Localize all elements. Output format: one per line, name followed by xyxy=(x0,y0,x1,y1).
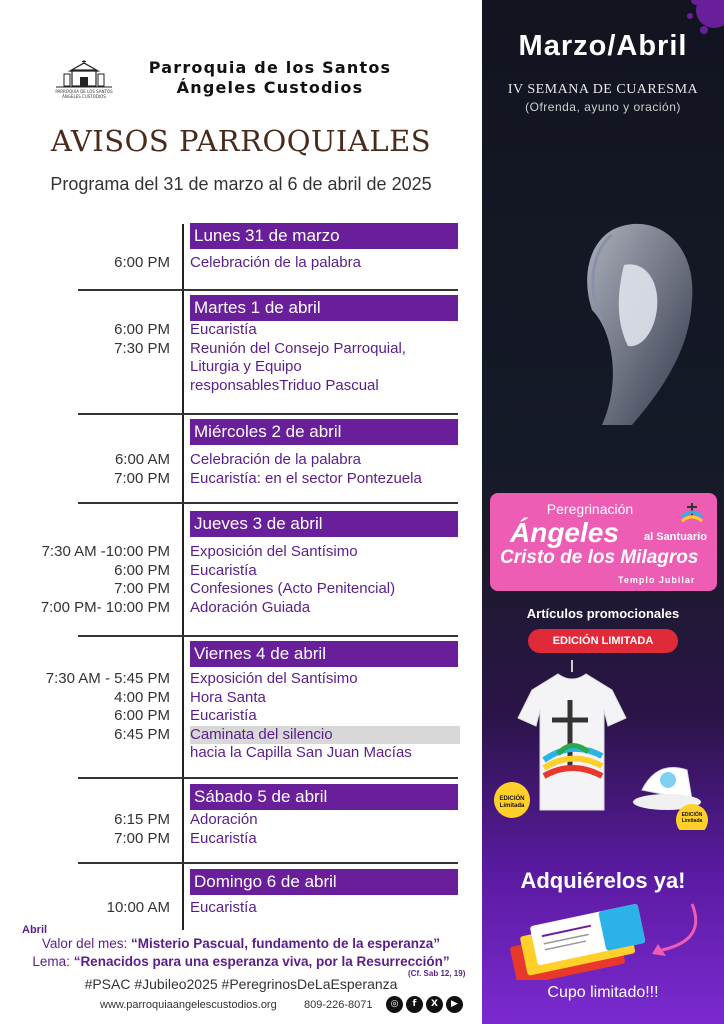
page-title: AVISOS PARROQUIALES xyxy=(50,124,432,158)
website-link[interactable]: www.parroquiaangelescustodios.org xyxy=(100,999,277,1011)
promo-title: Artículos promocionales xyxy=(526,606,680,621)
citation: (Cf. Sab 12, 19) xyxy=(408,969,466,978)
day-times-domingo: 10:00 AM xyxy=(106,899,170,916)
day-header-sabado: Sábado 5 de abril xyxy=(190,784,458,810)
tickets-image[interactable] xyxy=(502,900,712,980)
day-separator xyxy=(78,862,458,864)
logo-caption: PARROQUIA DE LOS SANTOS ÁNGELES CUSTODIOS xyxy=(55,89,113,99)
limited-edition-badge: EDICIÓN LIMITADA xyxy=(528,629,678,653)
day-events-sabado: Adoración Eucaristía xyxy=(190,811,258,847)
cta-heading: Adquiérelos ya! xyxy=(520,868,686,893)
day-times-jueves: 7:30 AM -10:00 PM 6:00 PM 7:00 PM 7:00 PM- 10:00 PM xyxy=(40,543,170,616)
edition-badge-shirt: EDICIÓN Limitada xyxy=(499,796,525,809)
timeline-divider xyxy=(182,224,184,930)
parish-name: Parroquia de los Santos Ángeles Custodios xyxy=(148,58,392,97)
banner-title: Peregrinación xyxy=(546,501,634,517)
merchandise-image xyxy=(492,660,714,830)
facebook-icon[interactable]: f xyxy=(406,996,423,1013)
day-separator xyxy=(78,502,458,504)
limited-spots-text: Cupo limitado!!! xyxy=(547,984,659,1001)
day-events-domingo: Eucaristía xyxy=(190,899,257,916)
pilgrimage-banner[interactable] xyxy=(490,493,717,591)
banner-templo: Templo Jubilar xyxy=(618,575,696,585)
x-icon[interactable]: X xyxy=(426,996,443,1013)
day-events-viernes: Exposición del Santísimo Hora Santa Eucaristía Caminata del silencio hacia la Capilla San Juan Macías xyxy=(190,670,480,763)
lent-week: IV SEMANA DE CUARESMA xyxy=(507,82,699,97)
day-separator xyxy=(78,289,458,291)
jubilee-logo-icon xyxy=(678,501,706,527)
motto: Lema: “Renacidos para una esperanza viva, por la Resurrección” xyxy=(32,954,450,969)
day-events-lunes: Celebración de la palabra xyxy=(190,254,361,271)
church-icon xyxy=(52,60,116,90)
social-icons xyxy=(386,996,463,1013)
phone-number: 809-226-8071 xyxy=(304,999,373,1011)
day-times-martes: 6:00 PM 7:30 PM xyxy=(114,321,170,357)
value-of-month: Valor del mes: “Misterio Pascual, fundamento de la esperanza” xyxy=(41,936,441,951)
day-separator xyxy=(78,777,458,779)
edition-badge-cap: EDICIÓN Limitada xyxy=(681,812,703,824)
day-times-sabado: 6:15 PM 7:00 PM xyxy=(114,811,170,847)
banner-angeles: Ángeles xyxy=(510,517,619,548)
day-times-miercoles: 6:00 AM 7:00 PM xyxy=(114,451,170,487)
highlighted-event: Caminata del silencio xyxy=(190,726,460,745)
day-separator xyxy=(78,635,458,637)
day-header-jueves: Jueves 3 de abril xyxy=(190,511,458,537)
hashtags: #PSAC #Jubileo2025 #PeregrinosDeLaEsperanza xyxy=(84,976,398,992)
day-events-martes: Eucaristía Reunión del Consejo Parroquial, Liturgia y Equipo responsablesTriduo Pascual xyxy=(190,321,406,394)
program-dates: Programa del 31 de marzo al 6 de abril de 2025 xyxy=(50,174,432,194)
banner-cristo: Cristo de los Milagros xyxy=(500,547,699,568)
parish-logo xyxy=(52,60,116,102)
banner-santuario: al Santuario xyxy=(644,531,707,543)
day-header-lunes: Lunes 31 de marzo xyxy=(190,223,458,249)
month-label: Abril xyxy=(22,924,48,936)
day-times-lunes: 6:00 PM xyxy=(114,254,170,271)
day-events-jueves: Exposición del Santísimo Eucaristía Confesiones (Acto Penitencial) Adoración Guiada xyxy=(190,543,396,616)
day-events-miercoles: Celebración de la palabra Eucaristía: en el sector Pontezuela xyxy=(190,451,422,487)
month-title: Marzo/Abril xyxy=(518,30,688,62)
day-separator xyxy=(78,413,458,415)
day-header-domingo: Domingo 6 de abril xyxy=(190,869,458,895)
sidebar xyxy=(482,0,724,1024)
virgin-mary-image xyxy=(552,210,702,430)
day-header-viernes: Viernes 4 de abril xyxy=(190,641,458,667)
day-header-miercoles: Miércoles 2 de abril xyxy=(190,419,458,445)
contact-row xyxy=(100,996,480,1016)
day-times-viernes: 7:30 AM - 5:45 PM 4:00 PM 6:00 PM 6:45 PM xyxy=(45,670,170,743)
lent-week-subtitle: (Ofrenda, ayuno y oración) xyxy=(525,100,681,114)
day-header-martes: Martes 1 de abril xyxy=(190,295,458,321)
youtube-icon[interactable]: ▶ xyxy=(446,996,463,1013)
instagram-icon[interactable]: ◎ xyxy=(386,996,403,1013)
